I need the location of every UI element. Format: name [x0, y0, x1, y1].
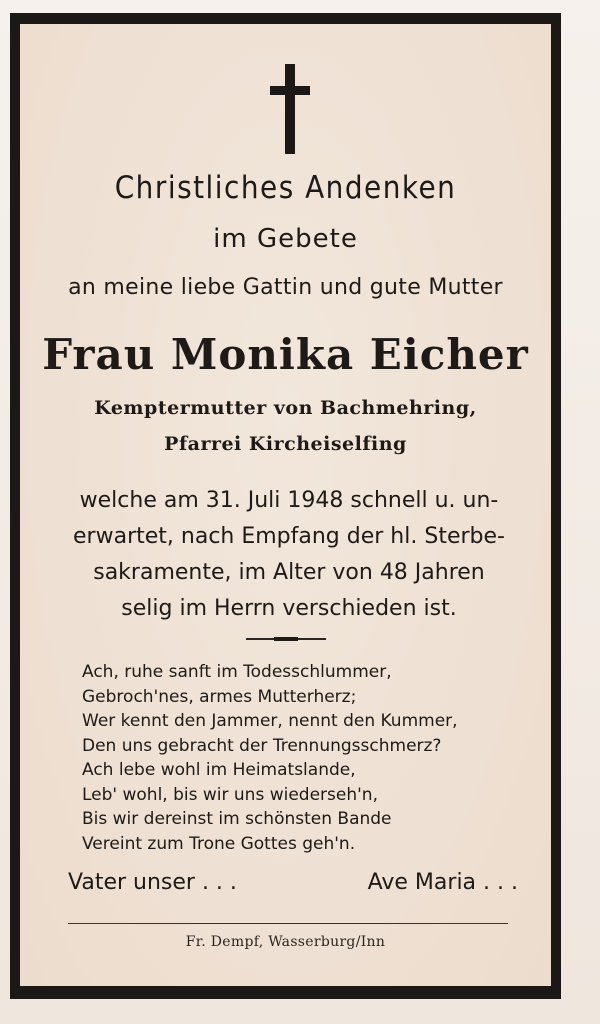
- poem-line: Wer kennt den Jammer, nennt den Kummer,: [82, 711, 458, 731]
- divider-center: [274, 637, 298, 641]
- death-notice-line: sakramente, im Alter von 48 Jahren: [93, 560, 485, 585]
- cross-icon: [270, 64, 310, 154]
- poem-line: Bis wir dereinst im schönsten Bande: [82, 809, 392, 829]
- poem-line: Den uns gebracht der Trennungsschmerz?: [82, 735, 442, 756]
- death-notice: [60, 483, 518, 627]
- poem-line: Leb' wohl, bis wir uns wiederseh'n,: [82, 784, 378, 805]
- death-notice-line: welche am 31. Juli 1948 schnell u. un-: [79, 488, 499, 513]
- ornamental-divider: [246, 638, 326, 640]
- death-notice-line: erwartet, nach Empfang der hl. Sterbe-: [73, 524, 505, 549]
- death-notice-line: selig im Herrn verschieden ist.: [121, 596, 457, 621]
- bottom-rule: [68, 923, 508, 924]
- title-line-1: Kemptermutter von Bachmehring,: [94, 397, 477, 419]
- poem-line: Gebroch'nes, armes Mutterherz;: [82, 686, 357, 707]
- memorial-poem: [82, 660, 522, 856]
- prayer-hail-mary: Ave Maria . . .: [367, 870, 518, 895]
- card-subheading: im Gebete: [213, 224, 358, 254]
- poem-line: Ach, ruhe sanft im Todesschlummer,: [82, 662, 392, 682]
- printer-credit: Fr. Dempf, Wasserburg/Inn: [185, 934, 386, 950]
- poem-line: Ach lebe wohl im Heimatslande,: [82, 760, 356, 780]
- prayer-line: [68, 870, 518, 902]
- title-line-2: Pfarrei Kircheiselfing: [164, 433, 407, 455]
- prayer-our-father: Vater unser . . .: [68, 870, 237, 895]
- deceased-name: Frau Monika Eicher: [42, 330, 529, 379]
- dedication-line: an meine liebe Gattin und gute Mutter: [68, 275, 503, 300]
- poem-line: Vereint zum Trone Gottes geh'n.: [82, 833, 356, 854]
- card-heading: Christliches Andenken: [114, 170, 457, 206]
